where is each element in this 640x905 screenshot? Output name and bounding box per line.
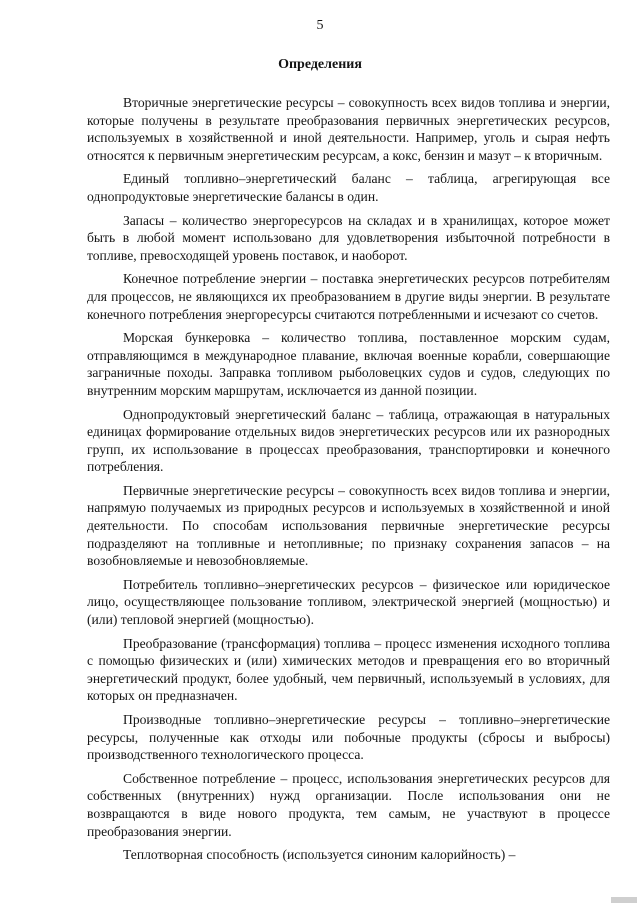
definition-paragraph: Единый топливно–энергетический баланс – таблица, агрегирующая все однопродуктовые энергетические балансы в один. (87, 171, 610, 204)
definition-paragraph: Морская бункеровка – количество топлива, поставленное морским судам, отправляющимся в международное плавание, включая военные корабли, совершающие заграничные походы. Заправка топливом рыболовецких судов и судов, следующих по внутренним морским маршрутам, исключается из данной позиции. (87, 330, 610, 398)
definition-paragraph: Первичные энергетические ресурсы – совокупность всех видов топлива и энергии, напрямую получаемых из природных ресурсов и используемых в хозяйственной и иной деятельности. По способам использования первичные энергетические ресурсы подразделяют на топливные и нетопливные; по признаку сохранения запасов – на возобновляемые и невозобновляемые. (87, 482, 610, 569)
section-title: Определения (278, 57, 362, 72)
definition-paragraph: Потребитель топливно–энергетических ресурсов – физическое или юридическое лицо, осуществляющее пользование топливом, электрической энергией (мощностью) и (или) тепловой энергией (мощностью). (87, 576, 610, 628)
definition-paragraph: Запасы – количество энергоресурсов на складах и в хранилищах, которое может быть в любой момент использовано для удовлетворения избыточной потребности в топливе, превосходящей уровень поставок, и наоборот. (87, 212, 610, 263)
definition-paragraph: Вторичные энергетические ресурсы – совокупность всех видов топлива и энергии, которые получены в результате преобразования первичных энергетических ресурсов, используемых в хозяйственной и иной деятельности. Например, уголь и сырая нефть относятся к первичным энергетическим ресурсам, а кокс, бензин и мазут – к вторичным. (87, 95, 610, 163)
page-number: 5 (316, 18, 324, 33)
definition-paragraph: Однопродуктовый энергетический баланс – таблица, отражающая в натуральных единицах формирование отдельных видов энергетических ресурсов или их разнородных групп, их использование в процессах преобразования, транспортировки и конечного потребления. (87, 406, 610, 475)
definition-paragraph: Преобразование (трансформация) топлива – процесс изменения исходного топлива с помощью физических и (или) химических методов и превращения его во вторичный энергетический продукт, более удобный, чем первичный, используемый в условиях, для которых он предназначен. (87, 635, 610, 704)
definition-paragraph: Собственное потребление – процесс, использования энергетических ресурсов для собственных (внутренних) нужд организации. После использования они не возвращаются в виде нового продукта, тем самым, не участвуют в процессе преобразования энергии. (87, 770, 610, 839)
definition-paragraph: Конечное потребление энергии – поставка энергетических ресурсов потребителям для процессов, не являющихся их преобразованием в другие виды энергии. В результате конечного потребления энергоресурсы считаются потребленными и исчезают со счетов. (87, 271, 610, 322)
definitions-body (87, 94, 610, 864)
definition-paragraph: Теплотворная способность (используется синоним калорийность) – (123, 847, 516, 863)
definition-paragraph: Производные топливно–энергетические ресурсы – топливно–энергетические ресурсы, полученные как отходы или побочные продукты (сбросы и выбросы) производственного технологического процесса. (87, 712, 610, 763)
scan-edge-mark (611, 897, 637, 903)
